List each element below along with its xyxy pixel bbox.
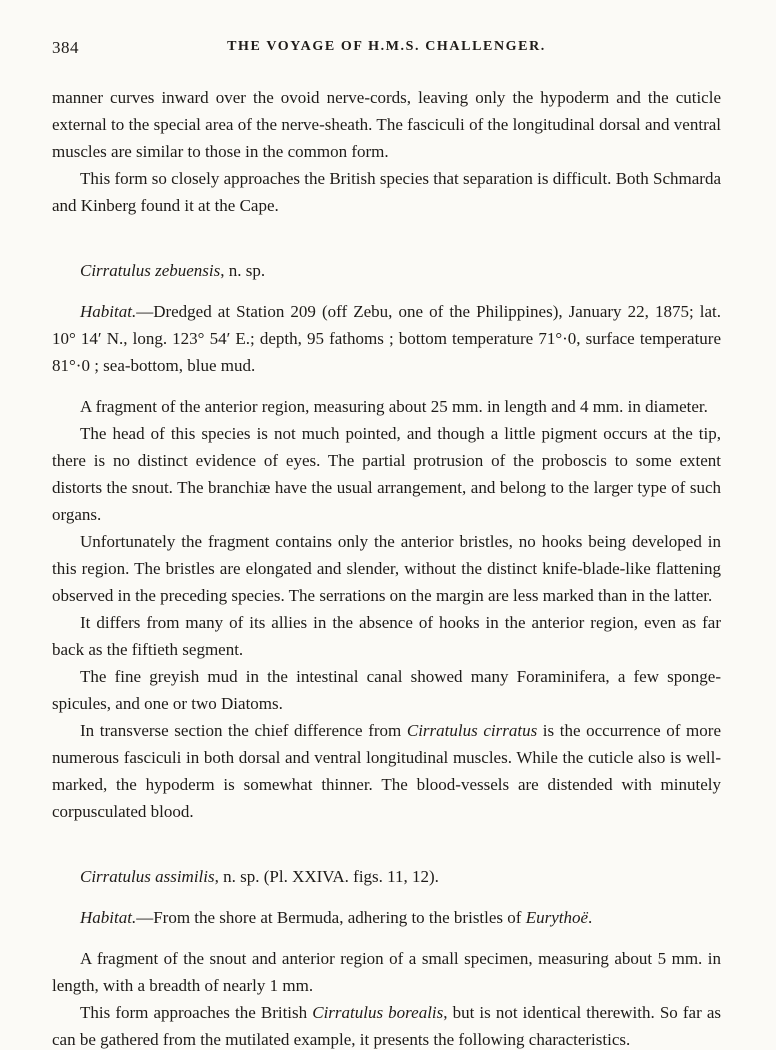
text-run: , but is not identical therewith. So far as can be gathered from the mutilated example, it presents the following characteristics. (52, 1003, 722, 1049)
species-name: Cirratulus cirratus (406, 721, 538, 740)
paragraph (52, 717, 721, 825)
paragraph (52, 165, 721, 219)
running-title: THE VOYAGE OF H.M.S. CHALLENGER. (227, 39, 546, 54)
text-run: . (588, 908, 593, 927)
paragraph (52, 663, 721, 717)
text-run: It differs from many of its allies in the absence of hooks in the anterior region, even as far back as the fiftieth segment. (52, 613, 721, 659)
habitat-label: Habitat. (80, 908, 137, 927)
paragraph (52, 393, 721, 420)
text-run: is the occurrence of more numerous fasciculi in both dorsal and ventral longitudinal muscles. While the cuticle also is well-marked, the hypoderm is somewhat thinner. The blood-vessels are distended with minutely corpusculated blood. (52, 721, 721, 821)
text-run: Unfortunately the fragment contains only the anterior bristles, no hooks being developed in this region. The bristles are elongated and slender, without the distinct knife-blade-like flattening observed in the preceding species. The serrations on the margin are less marked than in the latter. (52, 532, 721, 605)
habitat-paragraph (52, 298, 721, 379)
paragraph (52, 999, 721, 1050)
species-name: Eurythoë (525, 908, 589, 927)
page-number: 384 (52, 38, 79, 57)
paragraph (52, 609, 721, 663)
paragraph (52, 84, 721, 165)
species-name: Cirratulus zebuensis (80, 261, 221, 280)
page-body (52, 84, 721, 1050)
text-run: —Dredged at Station 209 (off Zebu, one of the Philippines), January 22, 1875; lat. 10° 14′ N., long. 123° 54′ E.; depth, 95 fathoms ; bottom temperature 71°·0, surface temperature 81°·0 ; sea-bottom, blue mud. (52, 302, 721, 375)
habitat-label: Habitat. (80, 302, 137, 321)
paragraph (52, 528, 721, 609)
species-heading (52, 863, 721, 890)
page-header (52, 36, 721, 60)
paragraph (52, 945, 721, 999)
text-run: , n. sp. (220, 261, 266, 280)
species-name: Cirratulus borealis (312, 1003, 444, 1022)
species-name: Cirratulus assimilis (80, 867, 215, 886)
species-heading (52, 257, 721, 284)
text-run: This form approaches the British (80, 1003, 313, 1022)
text-run: The fine greyish mud in the intestinal canal showed many Foraminifera, a few sponge-spicules, and one or two Diatoms. (52, 667, 721, 713)
text-run: —From the shore at Bermuda, adhering to the bristles of (136, 908, 526, 927)
text-run: , n. sp. (Pl. XXIVA. figs. 11, 12). (214, 867, 439, 886)
text-run: This form so closely approaches the British species that separation is difficult. Both Schmarda and Kinberg found it at the Cape. (52, 169, 721, 215)
text-run: A fragment of the anterior region, measuring about 25 mm. in length and 4 mm. in diameter. (80, 397, 708, 416)
text-run: A fragment of the snout and anterior region of a small specimen, measuring about 5 mm. in length, with a breadth of nearly 1 mm. (52, 949, 721, 995)
paragraph (52, 420, 721, 528)
text-run: In transverse section the chief difference from (80, 721, 407, 740)
text-run: The head of this species is not much pointed, and though a little pigment occurs at the tip, there is no distinct evidence of eyes. The partial protrusion of the proboscis to some extent distorts the snout. The branchiæ have the usual arrangement, and belong to the larger type of such organs. (52, 424, 721, 524)
text-run: manner curves inward over the ovoid nerve-cords, leaving only the hypoderm and the cuticle external to the special area of the nerve-sheath. The fasciculi of the longitudinal dorsal and ventral muscles are similar to those in the common form. (52, 88, 721, 161)
habitat-paragraph (52, 904, 721, 931)
